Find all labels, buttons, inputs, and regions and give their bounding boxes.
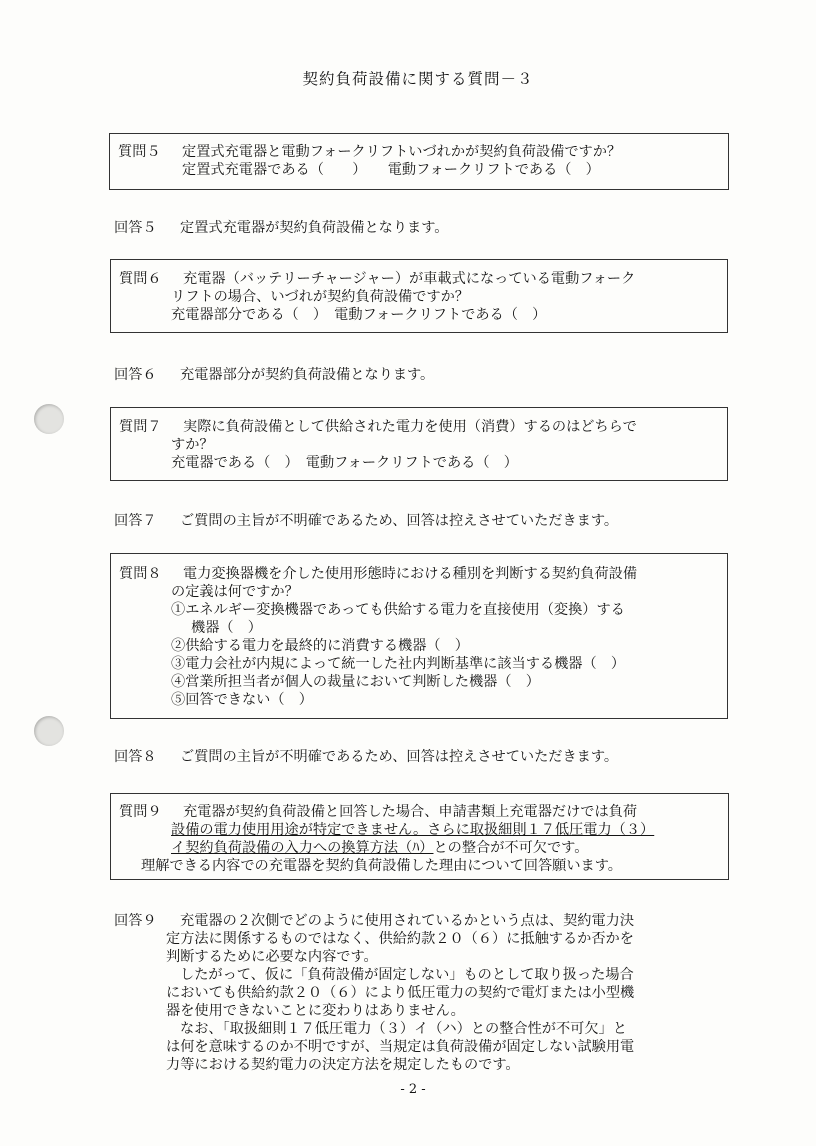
question-8-option-1: ①エネルギー変換機器であっても供給する電力を直接使用（変換）する [171, 602, 625, 618]
question-6-line-2: リフトの場合、いづれが契約負荷設備ですか？ [171, 289, 469, 305]
answer-9-line-2: 定方法に関係するものではなく、供給約款２０（６）に抵触するか否かを [166, 931, 634, 947]
answer-9-label: 回答９ [114, 913, 157, 929]
question-9-line-4: 理解できる内容での充電器を契約負荷設備した理由について回答願います。 [141, 858, 622, 874]
question-8-box [110, 553, 728, 719]
punch-hole-bottom [34, 716, 64, 746]
question-7-line-3: 充電器である（ ） 電動フォークリフトである（ ） [171, 455, 518, 471]
question-9-box [110, 793, 729, 880]
answer-9-line-5: においても供給約款２０（６）により低圧電力の契約で電灯または小型機 [166, 985, 635, 1001]
question-8-line-1: 電力変換器機を介した使用形態時における種別を判断する契約負荷設備 [183, 566, 638, 582]
page-title: 契約負荷設備に関する質問－３ [302, 70, 534, 88]
question-9-line-2: 設備の電力使用用途が特定できません。さらに取扱細則１７低圧電力（３） [171, 822, 655, 838]
answer-6-text: 充電器部分が契約負荷設備となります。 [180, 367, 435, 383]
question-8-line-2: の定義は何ですか？ [171, 584, 299, 600]
answer-7-text: ご質問の主旨が不明確であるため、回答は控えさせていただきます。 [180, 513, 619, 529]
question-5-line-2: 定置式充電器である（ ） 電動フォークリフトである（ ） [182, 162, 600, 178]
question-9-line-3-underlined: イ契約負荷設備の入力への換算方法（ﾊ） [171, 840, 434, 856]
answer-9-line-1: 充電器の２次側でどのように使用されているかという点は、契約電力決 [180, 913, 635, 929]
answer-7-label: 回答７ [114, 513, 157, 529]
answer-7 [114, 512, 618, 530]
question-8-option-5: ⑤回答できない（ ） [171, 692, 313, 708]
question-7-line-2: すか？ [171, 437, 214, 453]
answer-9-line-3: 判断するために必要な内容です。 [166, 949, 378, 965]
question-8-label: 質問８ [119, 566, 162, 582]
question-9-label: 質問９ [119, 804, 162, 820]
punch-hole-top [34, 404, 64, 434]
question-9-line-1: 充電器が契約負荷設備と回答した場合、申請書類上充電器だけでは負荷 [183, 804, 638, 820]
question-5-label: 質問５ [118, 144, 161, 160]
question-5-box [109, 133, 729, 190]
question-6-line-3: 充電器部分である（ ） 電動フォークリフトである（ ） [171, 307, 547, 323]
question-9-line-3-rest: との整合が不可欠です。 [433, 840, 589, 856]
answer-9-line-6: 器を使用できないことに変わりはありません。 [166, 1003, 465, 1019]
question-6-label: 質問６ [119, 271, 162, 287]
answer-9-line-8: は何を意味するのか不明ですが、当規定は負荷設備が固定しない試験用電 [166, 1039, 635, 1055]
answer-5-label: 回答５ [114, 220, 157, 236]
question-8-option-2: ②供給する電力を最終的に消費する機器（ ） [171, 638, 469, 654]
answer-8 [114, 748, 618, 766]
question-7-box [110, 407, 728, 481]
answer-9 [114, 912, 634, 1074]
question-8-option-4: ④営業所担当者が個人の裁量において判断した機器（ ） [171, 674, 540, 690]
answer-8-text: ご質問の主旨が不明確であるため、回答は控えさせていただきます。 [180, 749, 619, 765]
question-5-line-1: 定置式充電器と電動フォークリフトいづれかが契約負荷設備ですか？ [182, 144, 622, 160]
page-number: - 2 - [400, 1082, 426, 1097]
question-6-line-1: 充電器（バッテリーチャージャー）が車載式になっている電動フォーク [183, 271, 636, 287]
answer-6-label: 回答６ [114, 367, 157, 383]
question-6-box [110, 259, 728, 333]
answer-5 [114, 219, 448, 237]
answer-9-line-4: したがって、仮に「負荷設備が固定しない」ものとして取り扱った場合 [180, 967, 634, 983]
answer-8-label: 回答８ [114, 749, 157, 765]
question-8-option-3: ③電力会社が内規によって統一した社内判断基準に該当する機器（ ） [171, 656, 626, 672]
answer-5-text: 定置式充電器が契約負荷設備となります。 [180, 220, 449, 236]
answer-9-line-9: 力等における契約電力の決定方法を規定したものです。 [166, 1057, 520, 1073]
answer-6 [114, 366, 434, 384]
question-7-line-1: 実際に負荷設備として供給された電力を使用（消費）するのはどちらで [183, 419, 637, 435]
question-8-option-1-cont: 機器（ ） [191, 620, 262, 636]
answer-9-line-7: なお、「取扱細則１７低圧電力（３）イ（ハ）との整合性が不可欠」と [180, 1021, 627, 1037]
question-7-label: 質問７ [119, 419, 162, 435]
